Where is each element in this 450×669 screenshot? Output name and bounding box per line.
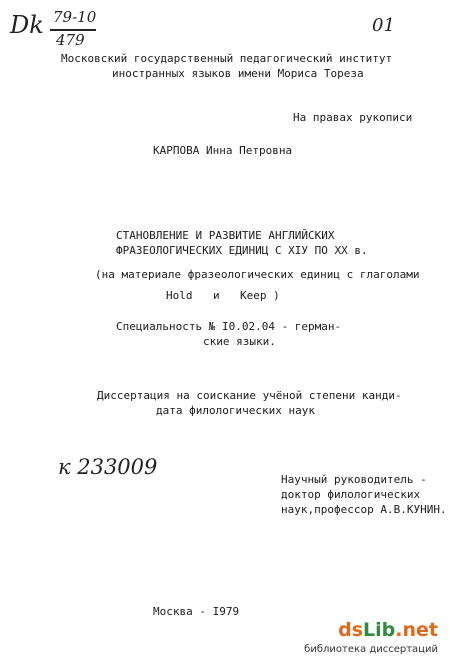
watermark-logo <box>304 619 444 665</box>
stamp-bottom: 479 <box>56 31 85 49</box>
watermark-brand: dsLib.net <box>338 619 438 641</box>
archive-number: к 233009 <box>58 455 158 479</box>
institute-line-1: Московский государственный педагогический институт <box>61 52 393 65</box>
stamp-top: 79-10 <box>53 8 97 26</box>
thesis-title-line-1: СТАНОВЛЕНИЕ И РАЗВИТИЕ АНГЛИЙСКИХ <box>116 229 335 242</box>
subtitle-conjunction: и <box>213 289 220 302</box>
specialty-line-2: ские языки. <box>203 335 276 348</box>
subtitle-verb-keep: Keep ) <box>240 289 280 302</box>
subtitle-line-1: (на материале фразеологических единиц с глаголами <box>95 268 420 281</box>
supervisor-line-1: Научный руководитель - <box>281 473 427 486</box>
dissertation-line-2: дата филологических наук <box>156 404 315 417</box>
city-year: Москва - I979 <box>153 605 240 618</box>
supervisor-line-2: доктор филологических <box>281 488 421 501</box>
page-mark: 01 <box>372 15 395 36</box>
specialty-line-1: Специальность № I0.02.04 - герман- <box>116 320 342 333</box>
manuscript-rights: На правах рукописи <box>293 111 413 124</box>
stamp-prefix: Dk <box>10 11 44 39</box>
institute-line-2: иностранных языков имени Мориса Тореза <box>112 67 364 80</box>
supervisor-line-3: наук,профессор А.В.КУНИН. <box>281 503 447 516</box>
thesis-title-line-2: ФРАЗЕОЛОГИЧЕСКИХ ЕДИНИЦ С XIУ ПО XX в. <box>116 244 368 257</box>
dissertation-line-1: Диссертация на соискание учёной степени канди- <box>97 389 402 402</box>
author-name: КАРПОВА Инна Петровна <box>153 144 293 157</box>
subtitle-verb-hold: Hold <box>166 289 193 302</box>
watermark-tagline: библиотека диссертаций <box>304 644 438 655</box>
